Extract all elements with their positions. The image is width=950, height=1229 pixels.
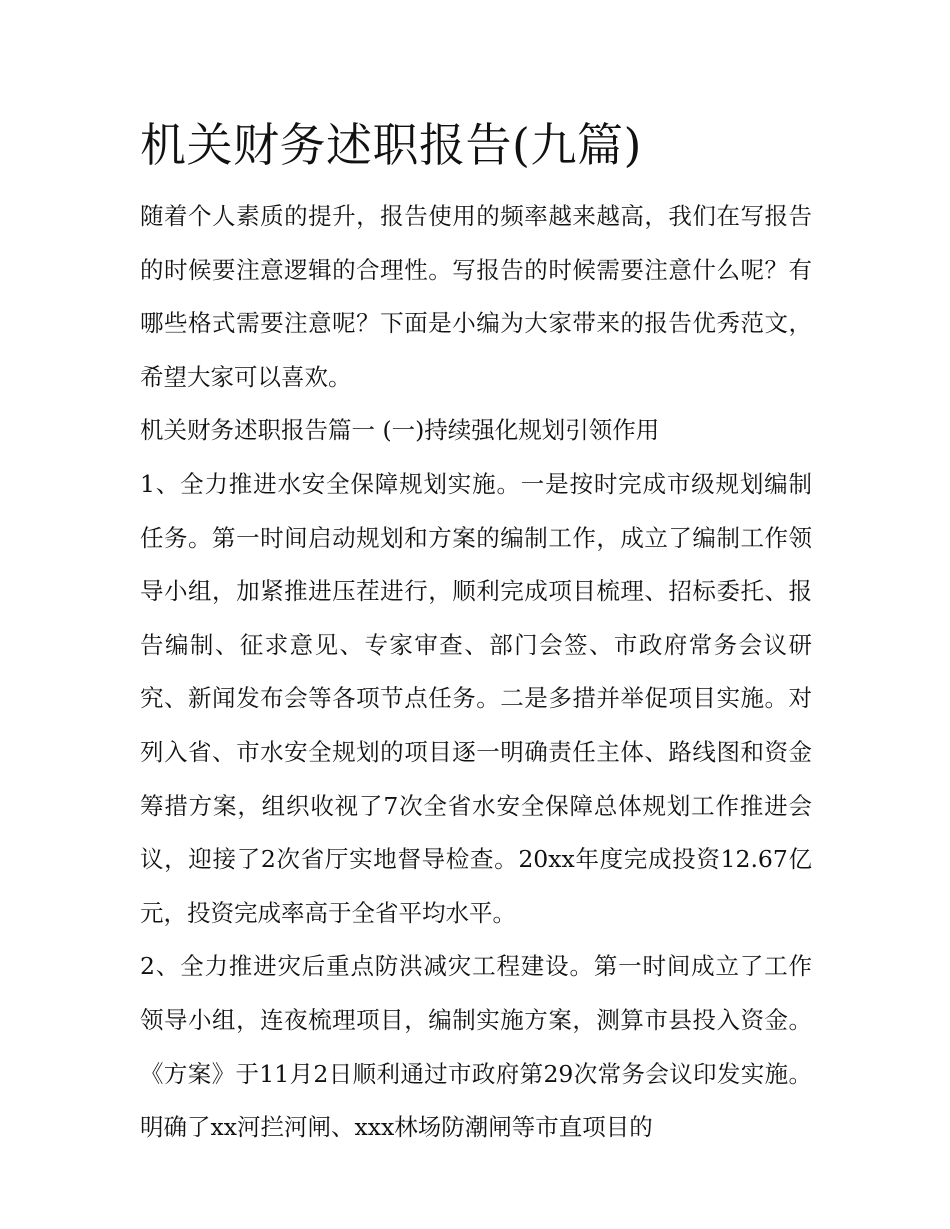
body-paragraph-1: 1、全力推进水安全保障规划实施。一是按时完成市级规划编制任务。第一时间启动规划和方案的编制工作，成立了编制工作领导小组，加紧推进压茬进行，顺利完成项目梳理、招标委托、报告编制、征求意见、专家审查、部门会签、市政府常务会议研究、新闻发布会等各项节点任务。二是多措并举促项目实施。对列入省、市水安全规划的项目逐一明确责任主体、路线图和资金筹措方案，组织收视了7次全省水安全保障总体规划工作推进会议，迎接了2次省厅实地督导检查。20xx年度完成投资12.67亿元，投资完成率高于全省平均水平。 [140, 469, 812, 927]
document-title: 机关财务述职报告(九篇) [140, 118, 642, 172]
body-paragraph-2: 2、全力推进灾后重点防洪减灾工程建设。第一时间成立了工作领导小组，连夜梳理项目，编制实施方案，测算市县投入资金。《方案》于11月2日顺利通过市政府第29次常务会议印发实施。明确了xx河拦河闸、xxx林场防潮闸等市直项目的 [140, 952, 812, 1142]
section-heading: 机关财务述职报告篇一 (一)持续强化规划引领作用 [140, 416, 660, 445]
intro-paragraph: 随着个人素质的提升，报告使用的频率越来越高，我们在写报告的时候要注意逻辑的合理性。写报告的时候需要注意什么呢？有哪些格式需要注意呢？下面是小编为大家带来的报告优秀范文，希望大家可以喜欢。 [140, 202, 812, 391]
document-page [140, 112, 812, 1155]
